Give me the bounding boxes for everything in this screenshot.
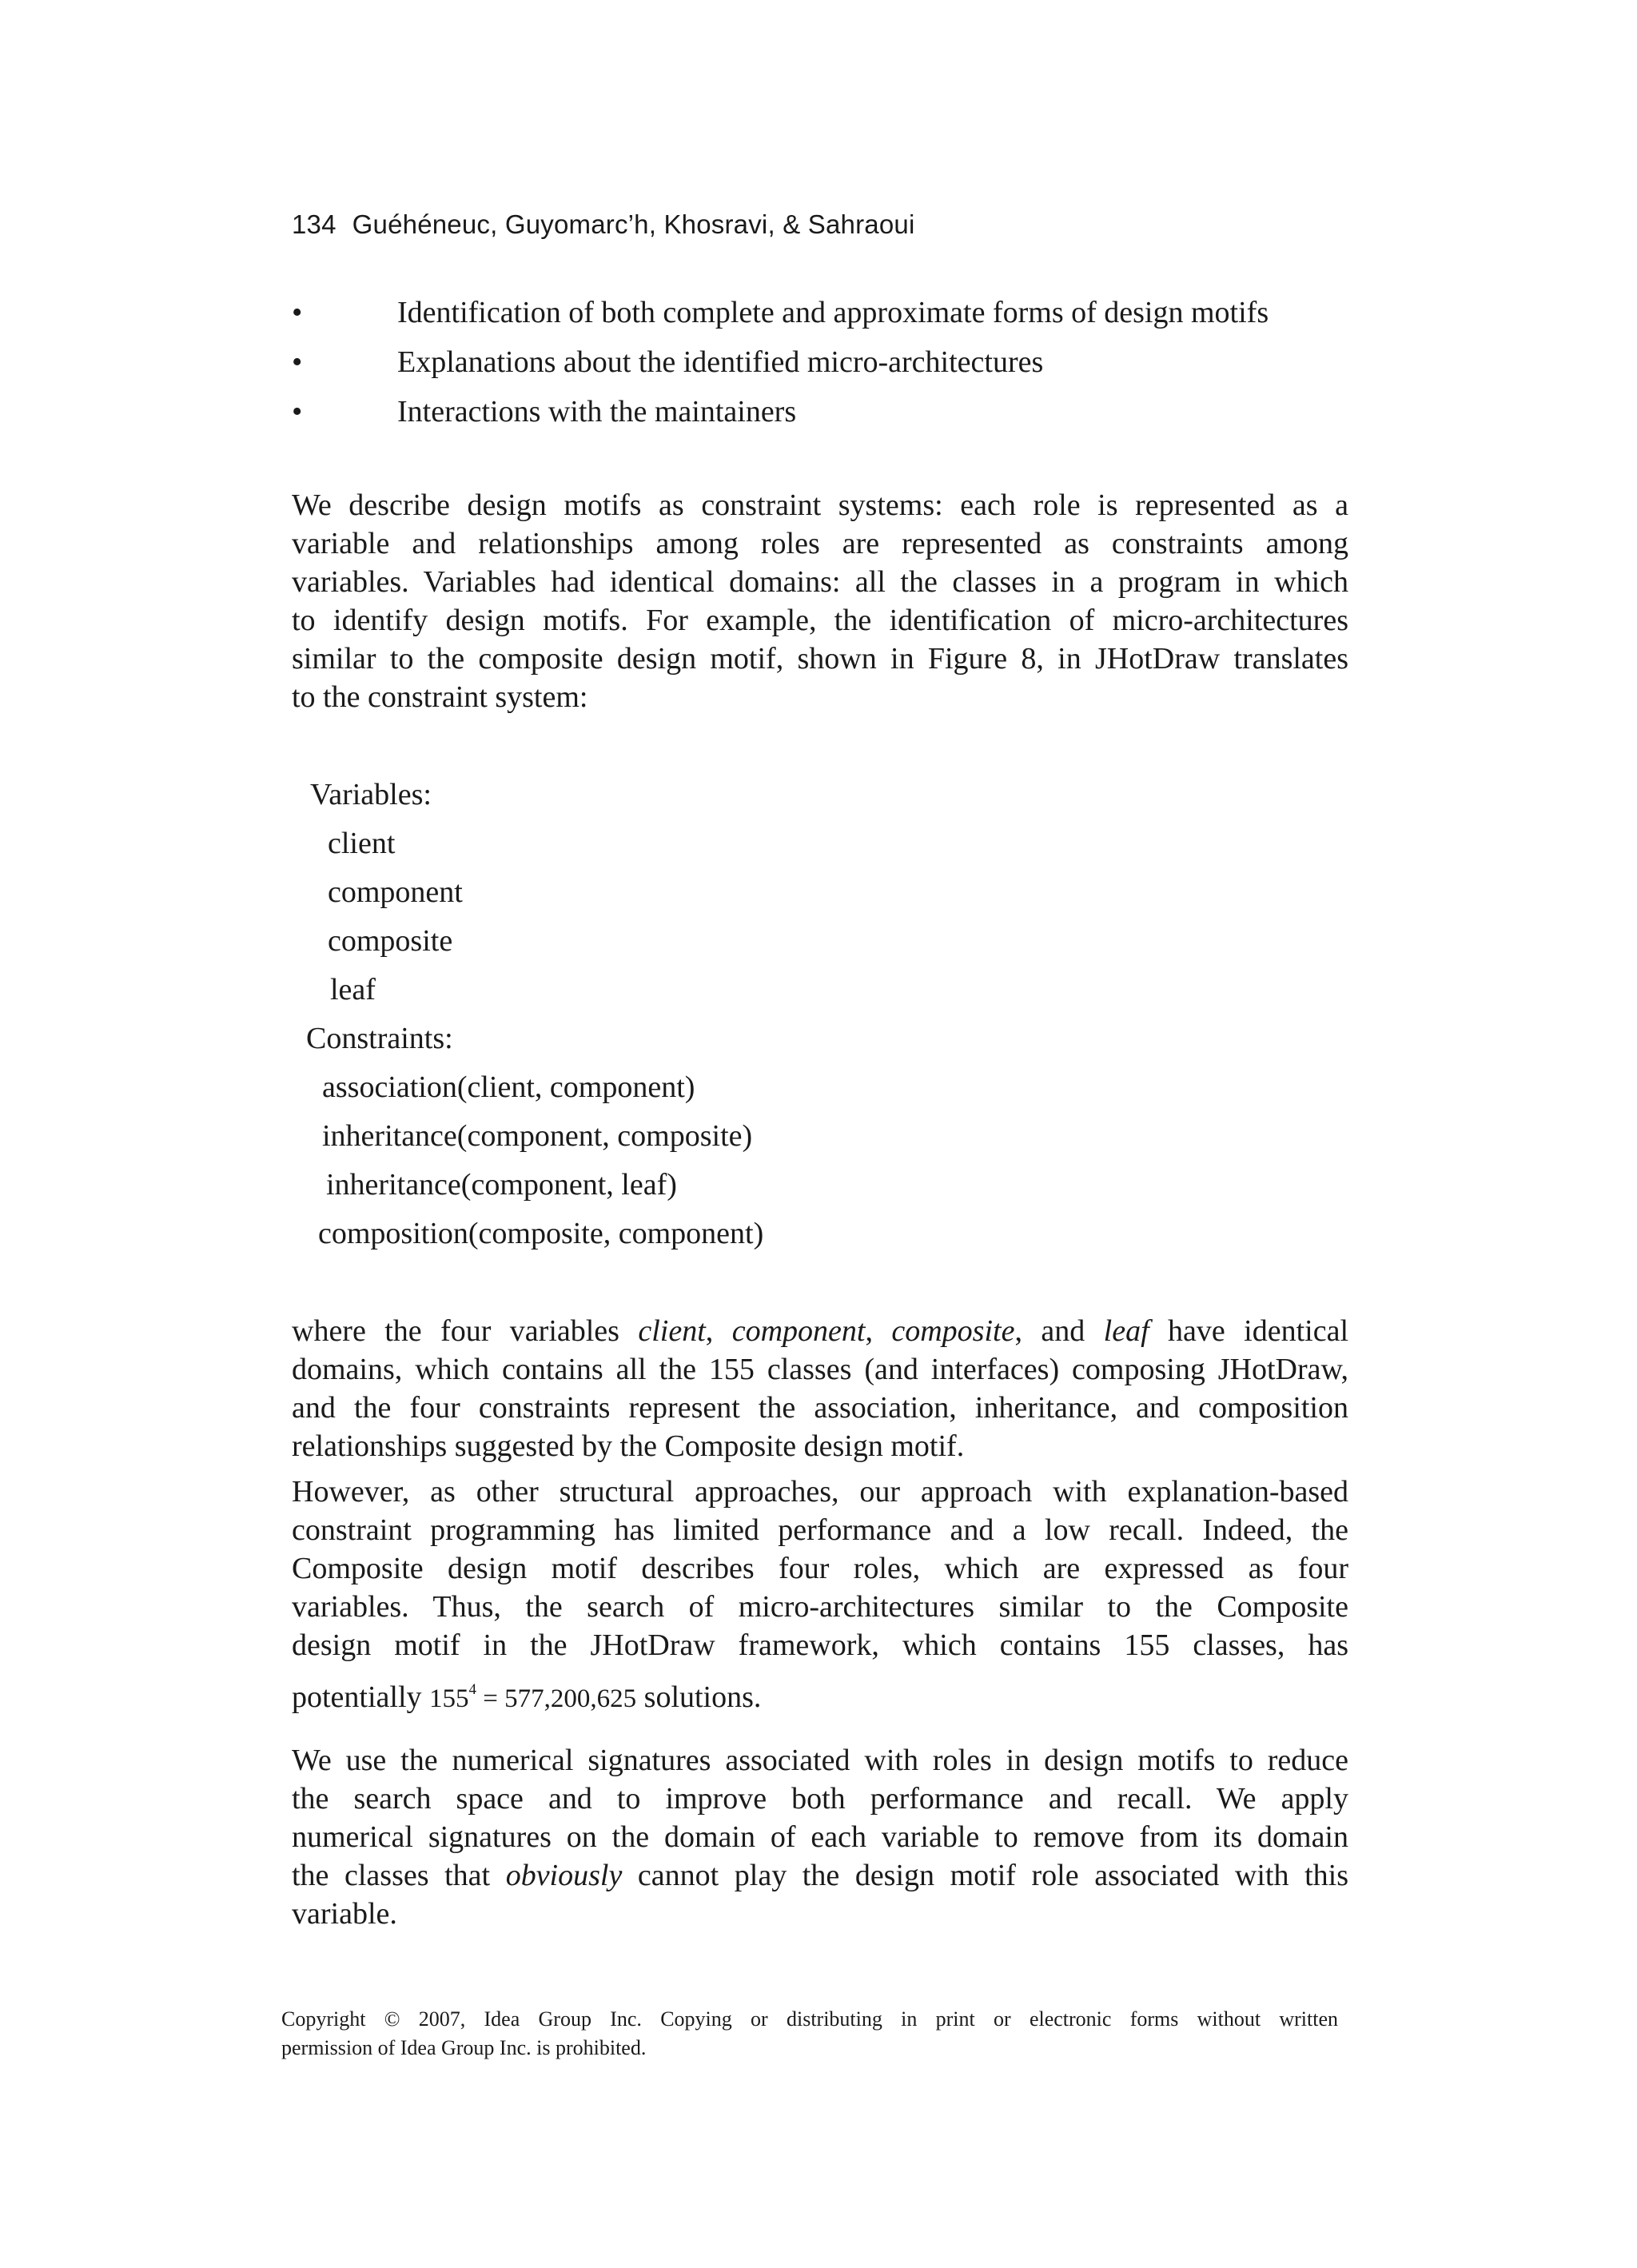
header-authors: Guéhéneuc, Guyomarc’h, Khosravi, & Sahraoui bbox=[352, 209, 915, 239]
text-line: similar to the composite design motif, shown in Figure 8, in JHotDraw translates bbox=[292, 642, 1348, 676]
variable-component: component bbox=[328, 875, 463, 909]
text-line: However, as other structural approaches, our approach with explanation-based bbox=[292, 1475, 1348, 1509]
bullet-marker: • bbox=[292, 345, 303, 379]
paragraph-performance-recall bbox=[292, 1473, 1348, 1718]
var-leaf: leaf bbox=[1103, 1314, 1149, 1348]
emphasis-obviously: obviously bbox=[505, 1859, 623, 1892]
solutions-formula: $155^4 = 577,200,625$ bbox=[429, 1681, 637, 1713]
copyright-line: permission of Idea Group Inc. is prohibited. bbox=[281, 2036, 647, 2059]
bullet-text: Explanations about the identified micro-architectures bbox=[397, 345, 1044, 379]
text-line: design motif in the JHotDraw framework, which contains 155 classes, has bbox=[292, 1628, 1348, 1662]
text-line: relationships suggested by the Composite design motif. bbox=[292, 1429, 965, 1463]
list-item bbox=[292, 288, 1355, 337]
text-line: to identify design motifs. For example, the identification of micro-architectures bbox=[292, 604, 1348, 637]
text-line: variables. Thus, the search of micro-architectures similar to the Composite bbox=[292, 1590, 1348, 1624]
constraint-association: association(client, component) bbox=[322, 1070, 695, 1104]
var-client: client bbox=[638, 1314, 706, 1348]
text-line: domains, which contains all the 155 classes (and interfaces) composing JHotDraw, bbox=[292, 1353, 1348, 1386]
constraint-inheritance-composite: inheritance(component, composite) bbox=[322, 1119, 753, 1153]
text-line: We describe design motifs as constraint systems: each role is represented as a bbox=[292, 488, 1348, 522]
text-line: to the constraint system: bbox=[292, 680, 588, 714]
bullet-text: Identification of both complete and approximate forms of design motifs bbox=[397, 296, 1269, 329]
text-line: We use the numerical signatures associated with roles in design motifs to reduce bbox=[292, 1744, 1348, 1777]
paragraph-constraint-systems bbox=[292, 486, 1348, 716]
variable-leaf: leaf bbox=[330, 973, 376, 1006]
text-line: the classes that obviously cannot play the design motif role associated with this bbox=[292, 1859, 1348, 1892]
constraints-label: Constraints: bbox=[306, 1022, 453, 1055]
text-line: variable. bbox=[292, 1897, 397, 1931]
text-line: variable and relationships among roles are represented as constraints among bbox=[292, 527, 1348, 560]
variables-label: Variables: bbox=[310, 778, 432, 811]
feature-bullet-list bbox=[292, 288, 1355, 436]
text-line: constraint programming has limited performance and a low recall. Indeed, the bbox=[292, 1513, 1348, 1547]
text-line: numerical signatures on the domain of each variable to remove from its domain bbox=[292, 1820, 1348, 1854]
copyright-notice bbox=[281, 2005, 1338, 2063]
bullet-marker: • bbox=[292, 395, 303, 428]
copyright-line: Copyright © 2007, Idea Group Inc. Copying or distributing in print or electronic forms without written bbox=[281, 2007, 1338, 2031]
list-item bbox=[292, 337, 1355, 387]
running-header bbox=[292, 209, 914, 240]
var-component: component bbox=[731, 1314, 866, 1348]
text-line: Composite design motif describes four roles, which are expressed as four bbox=[292, 1552, 1348, 1585]
text-line: variables. Variables had identical domains: all the classes in a program in which bbox=[292, 565, 1348, 599]
text-line: where the four variables client, component, composite, and leaf have identical bbox=[292, 1314, 1349, 1348]
variable-client: client bbox=[328, 827, 396, 860]
text-line: the search space and to improve both performance and recall. We apply bbox=[292, 1782, 1348, 1816]
page-number: 134 bbox=[292, 209, 337, 239]
bullet-marker: • bbox=[292, 296, 303, 329]
variable-composite: composite bbox=[328, 924, 453, 958]
list-item bbox=[292, 387, 1355, 436]
paragraph-variable-domains bbox=[292, 1312, 1348, 1465]
constraint-inheritance-leaf: inheritance(component, leaf) bbox=[326, 1168, 677, 1202]
text-line: potentially $155^4 = 577,200,625$ solutions. bbox=[292, 1680, 762, 1714]
bullet-text: Interactions with the maintainers bbox=[397, 395, 797, 428]
var-composite: composite bbox=[891, 1314, 1015, 1348]
paragraph-numerical-signatures bbox=[292, 1741, 1348, 1933]
text-line: and the four constraints represent the association, inheritance, and composition bbox=[292, 1391, 1348, 1425]
constraint-composition: composition(composite, component) bbox=[318, 1217, 764, 1250]
